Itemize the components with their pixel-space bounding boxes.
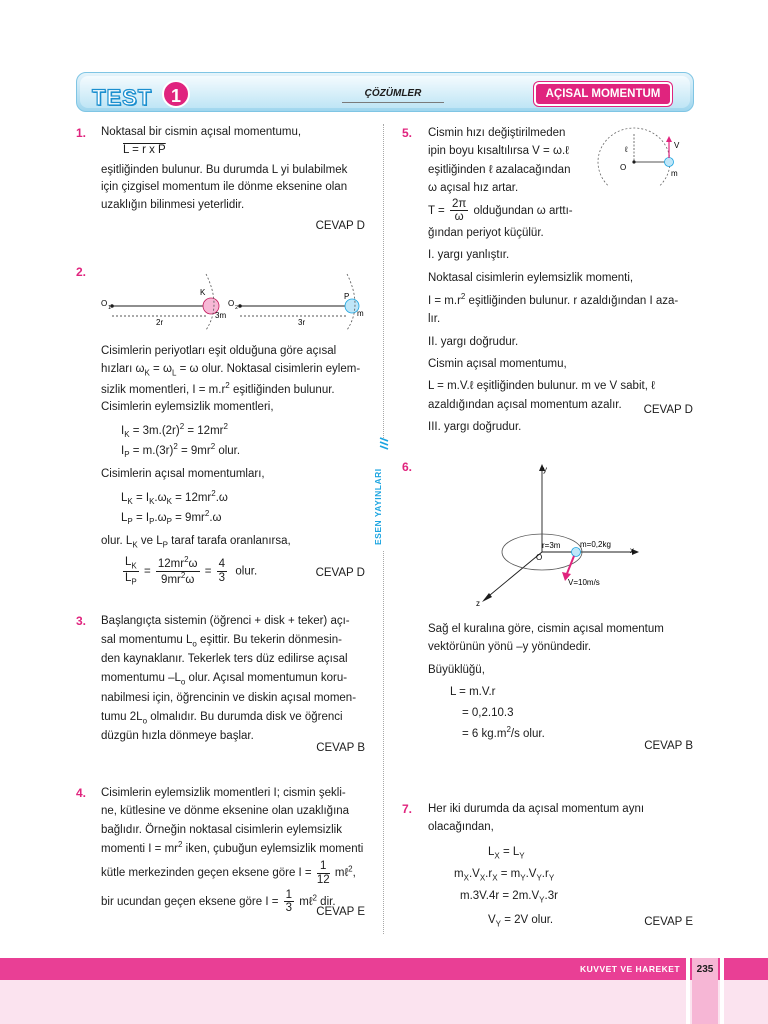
q2-fig-k: K	[200, 288, 206, 297]
q2-line-1: Cisimlerin periyotları eşit olduğuna göre açısal	[101, 345, 337, 357]
test-number: 1	[162, 80, 190, 108]
section-title: ÇÖZÜMLER	[364, 88, 422, 99]
q2-ratio-mid: $\frac{12mr^2\omega}{9mr^2\omega}$	[157, 555, 198, 586]
q5-fig-v: V	[674, 141, 680, 150]
q2-text: hızları ω	[101, 362, 145, 375]
q7-line-2: olacağından,	[428, 821, 494, 834]
q3-line-4: momentumu $-L_o$ olur. Açısal momentumun koru-	[101, 672, 348, 687]
q4-line-1: Cisimlerin eylemsizlik momentleri I; cismin şekli-	[101, 787, 346, 799]
q5-line-7: I. yargı yanlıştır.	[428, 249, 510, 262]
q2-sub: K	[144, 368, 150, 378]
q6-line-1: Sağ el kuralına göre, cismin açısal momentum	[428, 623, 664, 635]
q2-fig-o1-sub: 1	[108, 305, 112, 311]
q2-lk: $L_K = I_K.\omega_K = 12mr^2.\omega$	[121, 488, 228, 506]
q1-line-2: eşitliğinden bulunur. Bu durumda L yi bulabilmek	[101, 163, 348, 176]
q2-line-3: sizlik momentleri, $I = m.r^2$ eşitliğinden bulunur.	[101, 380, 335, 396]
q4-line-2: ne, kütlesine ve dönme eksenine olan uzaklığına	[101, 805, 350, 818]
q2-lp: $L_P = I_P.\omega_P = 9mr^2.\omega$	[121, 509, 222, 527]
q6-fig-o: O	[536, 553, 543, 562]
q4-line-5: kütle merkezinden geçen eksene göre I = $\frac{1}{12}$ mℓ$^2$,	[101, 860, 356, 887]
q5-fig-l: ℓ	[625, 145, 628, 154]
q5-line-11: II. yargı doğrudur.	[428, 335, 519, 348]
q2-text: = ω olur. Noktasal cisimlerin eylem-	[176, 362, 361, 375]
q3-line-5: nabilmesi için, öğrencinin ve diskin açısal momen-	[101, 691, 357, 704]
q6-3d-figure	[470, 460, 650, 612]
q6-line-2: vektörünün yönü –y yönündedir.	[428, 641, 592, 654]
q6-line-5: = 0,2.10.3	[462, 706, 514, 719]
q2-line-2	[101, 361, 366, 380]
question-number: 7.	[402, 802, 413, 816]
q5-line-1: Cismin hızı değiştirilmeden	[428, 127, 566, 139]
test-header-inner	[80, 76, 690, 108]
q6-fig-v: V=10m/s	[568, 578, 600, 587]
q2-fig-o2-sub: 2	[235, 305, 239, 311]
q5-line-14: azaldığından açısal momentum azalır.	[428, 398, 622, 411]
test-header	[76, 72, 694, 112]
q5-line-8: Noktasal cisimlerin eylemsizlik momenti,	[428, 271, 634, 284]
q6-fig-r: r=3m	[542, 541, 561, 550]
q5-fig-o: O	[620, 163, 627, 172]
q7-eq-1: $L_X = L_Y$	[488, 845, 525, 861]
q3-line-1: Başlangıçta sistemin (öğrenci + disk + teker) açı-	[101, 615, 350, 627]
q3-line-6: tumu $2L_o$ olmalıdır. Bu durumda disk ve öğrenci	[101, 710, 343, 726]
q2-sub: L	[171, 368, 177, 378]
q5-line-13: L = m.V.ℓ eşitliğinden bulunur. m ve V sabit, ℓ	[428, 380, 655, 393]
q1-answer: CEVAP D	[315, 220, 365, 232]
question-number: 2.	[76, 265, 87, 279]
q5-line-12: Cismin açısal momentumu,	[428, 358, 567, 371]
question-7	[428, 800, 693, 931]
q3-line-3: den kaynaklanır. Tekerlek ters düz edilirse açısal	[101, 653, 348, 666]
q2-text: sizlik momentleri, I = m.r	[101, 383, 226, 396]
q2-fig-m: m	[357, 309, 364, 318]
q7-eq-2: $m_X.V_X.r_X = m_Y.V_Y.r_Y$	[454, 867, 555, 883]
q2-text: eşitliğinden bulunur.	[229, 383, 335, 396]
q3-line-7: düzgün hızla dönmeye başlar.	[101, 730, 254, 743]
q3-answer: CEVAP B	[316, 742, 365, 754]
question-4	[101, 784, 371, 915]
q5-line-6: ğından periyot küçülür.	[428, 226, 544, 239]
section-underline	[342, 102, 444, 103]
question-2	[101, 343, 366, 587]
q4-line-6: bir ucundan geçen eksene göre I = $\frac{1}{3}$ mℓ$^2$ dir.	[101, 888, 336, 915]
q4-line-4: momenti $I = mr^2$ iken, çubuğun eylemsizlik momenti	[101, 840, 364, 855]
q2-line-4: Cisimlerin eylemsizlik momentleri,	[101, 401, 274, 414]
q6-answer: CEVAP B	[644, 740, 693, 752]
q2-fig-p: P	[344, 292, 350, 301]
q6-fig-x: x	[630, 546, 634, 555]
question-3	[101, 612, 366, 746]
q2-fig-o2: O	[228, 299, 235, 308]
q5-line-4: ω açısal hız artar.	[428, 182, 519, 195]
q5-fig-m: m	[671, 169, 678, 178]
question-number: 6.	[402, 460, 413, 474]
q1-formula	[101, 142, 366, 160]
q1-formula-text: L = r x P	[123, 143, 166, 156]
q6-line-6: = 6 $kg.m^2/s$ olur.	[462, 724, 545, 740]
q4-answer: CEVAP E	[316, 906, 365, 918]
q2-fig-2r: 2r	[156, 318, 164, 327]
q2-line-5: Cisimlerin açısal momentumları,	[101, 467, 265, 480]
footer-lower-band	[0, 980, 768, 1024]
q2-ik: $I_K = 3m.(2r)^2 = 12mr^2$	[121, 421, 228, 440]
q2-line-6: olur. $L_K$ ve $L_P$ taraf tarafa oranlanırsa,	[101, 534, 291, 550]
q2-fig-3m: 3m	[215, 311, 227, 320]
page-number: 235	[696, 964, 714, 975]
q2-ratio-end: olur.	[235, 565, 258, 578]
q2-fig-3r: 3r	[298, 318, 306, 327]
q7-eq-3: $m.3V.4r = 2m.V_Y.3r$	[460, 889, 558, 905]
topic-badge: AÇISAL MOMENTUM	[534, 82, 672, 106]
q6-fig-y: y	[543, 465, 547, 474]
q7-eq-4: $V_Y = 2V$ olur.	[488, 914, 554, 929]
question-number: 5.	[402, 126, 413, 140]
footer-strip	[686, 958, 690, 1024]
q2-ip: $I_P = m.(3r)^2 = 9mr^2$ olur.	[121, 442, 241, 460]
q6-fig-z: z	[476, 599, 480, 608]
q1-line-3: için çizgisel momentum ile dönme eksenine olan	[101, 181, 348, 194]
q2-ratio: $\frac{L_K}{L_P}$ = $\frac{12mr^2\omega}{9mr^2\omega}$ = $\frac{4}{3}$ olur.	[125, 555, 258, 586]
q2-answer: CEVAP D	[315, 567, 365, 579]
question-5	[428, 124, 693, 437]
q2-ratio-rhs: $\frac{4}{3}$	[218, 557, 226, 584]
publisher-name: ESEN YAYINLARI	[373, 468, 383, 545]
q2-text: = ω	[149, 362, 172, 375]
question-6	[428, 620, 693, 743]
test-label: TEST	[92, 85, 153, 110]
q5-line-5: T = $\frac{2\pi}{\omega}$ olduğundan ω arttı-	[428, 197, 573, 224]
q6-line-3: Büyüklüğü,	[428, 663, 485, 676]
q2-fig-o1: O	[101, 299, 108, 308]
footer-book-title: KUVVET VE HAREKET	[580, 964, 681, 974]
q1-line-1: Noktasal bir cismin açısal momentumu,	[101, 126, 302, 138]
q6-line-4: L = m.V.r	[450, 686, 496, 699]
q5-line-15: III. yargı doğrudur.	[428, 421, 522, 434]
q5-line-3: eşitliğinden ℓ azalacağından	[428, 163, 571, 176]
question-number: 3.	[76, 614, 87, 628]
q2-rotation-figure	[98, 270, 368, 332]
question-number: 1.	[76, 126, 87, 140]
q7-line-1: Her iki durumda da açısal momentum aynı	[428, 803, 645, 815]
q7-answer: CEVAP E	[644, 916, 693, 928]
q4-line-3: bağlıdır. Örneğin noktasal cisimlerin eylemsizlik	[101, 823, 342, 836]
q5-line-2: ipin boyu kısaltılırsa V = ω.ℓ	[428, 145, 569, 158]
q3-line-2: sal momentumu $L_o$ eşittir. Bu tekerin dönmesin-	[101, 633, 342, 649]
q6-fig-m: m=0,2kg	[580, 540, 611, 549]
question-number: 4.	[76, 786, 87, 800]
q5-answer: CEVAP D	[643, 404, 693, 416]
q5-line-10: lır.	[428, 313, 441, 326]
q2-ratio-lhs: $\frac{L_K}{L_P}$	[125, 555, 137, 586]
q5-line-9: $I = m.r^2$ eşitliğinden bulunur. r azaldığından I aza-	[428, 292, 679, 307]
publisher-logo-icon	[379, 436, 389, 452]
question-1	[101, 124, 366, 215]
q1-line-4: uzaklığın bilinmesi yeterlidir.	[101, 199, 245, 212]
footer-strip	[720, 958, 724, 1024]
